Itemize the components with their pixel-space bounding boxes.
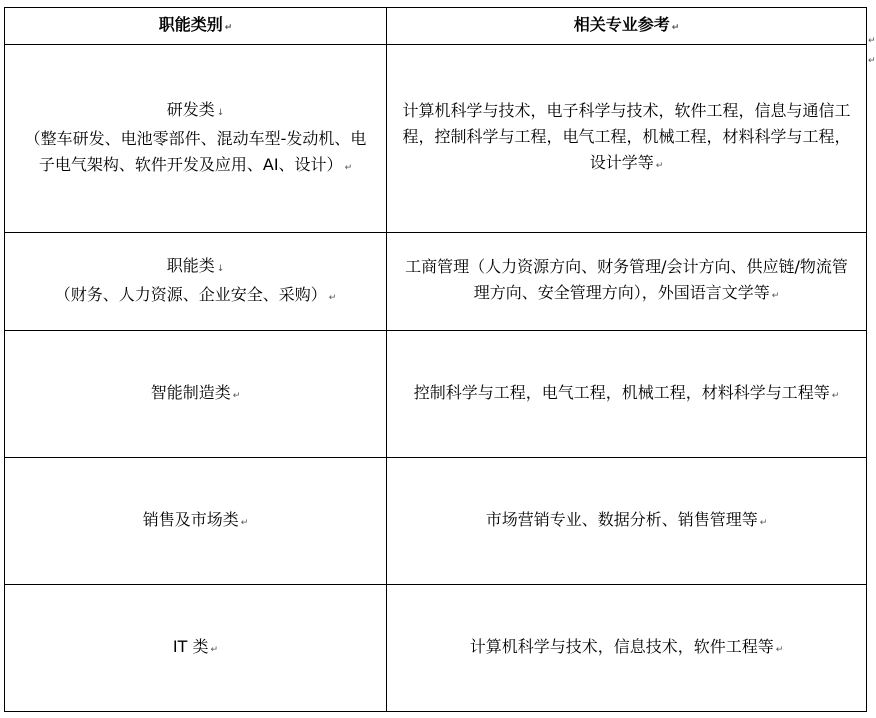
paragraph-mark-icon: ↵	[831, 390, 840, 401]
majors-cell	[387, 458, 867, 585]
header-majors-label: 相关专业参考	[573, 14, 670, 34]
category-detail: （财务、人力资源、企业安全、采购）	[54, 284, 327, 304]
table-row	[5, 585, 867, 712]
majors-cell	[387, 233, 867, 331]
header-category-label: 职能类别	[158, 14, 223, 34]
line-break-mark-icon: ↓	[216, 263, 225, 274]
majors-cell	[387, 45, 867, 233]
category-title: IT 类	[172, 636, 209, 656]
table-row	[5, 233, 867, 331]
header-row	[5, 8, 867, 45]
header-category	[5, 8, 387, 45]
majors-cell	[387, 331, 867, 458]
category-title: 销售及市场类	[142, 509, 239, 529]
category-cell	[5, 233, 387, 331]
paragraph-mark-icon: ↵	[232, 390, 241, 401]
category-title: 职能类	[166, 255, 215, 275]
paragraph-mark-icon: ↵	[759, 517, 768, 528]
majors-text: 计算机科学与技术，信息技术，软件工程等	[469, 636, 774, 656]
paragraph-mark-icon: ↵	[775, 644, 784, 655]
paragraph-mark-icon: ↵	[771, 291, 780, 301]
majors-text: 计算机科学与技术，电子科学与技术，软件工程，信息与通信工程，控制科学与工程，电气工程，机械工程，材料科学与工程，设计学等	[402, 101, 851, 172]
majors-text: 市场营销专业、数据分析、销售管理等	[485, 509, 758, 529]
paragraph-mark-icon: ↵	[868, 56, 876, 66]
majors-text: 控制科学与工程，电气工程，机械工程，材料科学与工程等	[413, 382, 830, 402]
category-title: 智能制造类	[150, 382, 231, 402]
majors-text: 工商管理（人力资源方向、财务管理/会计方向、供应链/物流管理方向、安全管理方向），外国语言文学等	[405, 257, 848, 302]
category-cell	[5, 45, 387, 233]
paragraph-mark-icon: ↵	[224, 22, 233, 33]
paragraph-mark-icon: ↵	[671, 22, 680, 33]
category-cell	[5, 331, 387, 458]
category-cell	[5, 585, 387, 712]
line-break-mark-icon: ↓	[216, 107, 225, 118]
majors-cell	[387, 585, 867, 712]
category-cell	[5, 458, 387, 585]
paragraph-mark-icon: ↵	[210, 644, 219, 655]
category-title: 研发类	[166, 99, 215, 119]
majors-table	[4, 7, 867, 712]
table-row	[5, 458, 867, 585]
table-row	[5, 331, 867, 458]
category-detail: （整车研发、电池零部件、混动车型-发动机、电子电气架构、软件开发及应用、AI、设计）	[24, 128, 367, 174]
paragraph-mark-icon: ↵	[344, 162, 353, 173]
paragraph-mark-icon: ↵	[868, 36, 876, 46]
paragraph-mark-icon: ↵	[240, 517, 249, 528]
header-majors	[387, 8, 867, 45]
paragraph-mark-icon: ↵	[328, 292, 337, 303]
table-row	[5, 45, 867, 233]
paragraph-mark-icon: ↵	[655, 161, 664, 171]
